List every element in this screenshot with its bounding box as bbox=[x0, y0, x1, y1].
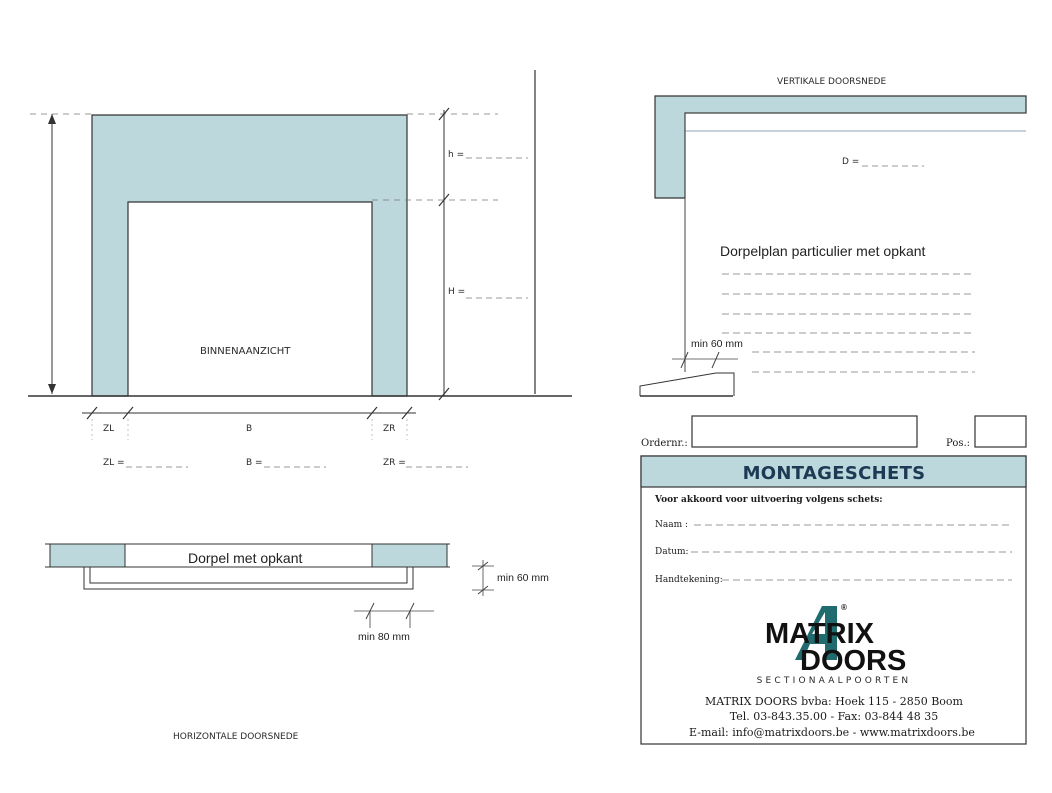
note-title: Dorpelplan particulier met opkant bbox=[720, 243, 926, 259]
min-width-label: min 80 mm bbox=[358, 631, 410, 643]
field-B-label: B = bbox=[246, 458, 263, 468]
pos-input[interactable] bbox=[975, 416, 1026, 447]
logo-top-text: MATRIX bbox=[765, 618, 875, 650]
right-wall-section bbox=[372, 544, 447, 567]
dim-D-label: D = bbox=[842, 157, 860, 167]
company-contact: E-mail: info@matrixdoors.be - www.matrixdoors.be bbox=[689, 726, 975, 739]
logo-tagline: SECTIONAALPOORTEN bbox=[756, 676, 912, 686]
front-view-label: BINNENAANZICHT bbox=[200, 346, 291, 357]
horizontal-section-label: HORIZONTALE DOORSNEDE bbox=[173, 732, 299, 742]
dim-ZR-label: ZR bbox=[383, 424, 396, 434]
left-wall-section bbox=[50, 544, 125, 567]
agreement-text: Voor akkoord voor uitvoering volgens schets: bbox=[655, 495, 883, 505]
field-ZR-label: ZR = bbox=[383, 458, 406, 468]
dim-h-label: h = bbox=[448, 150, 465, 160]
arrow-up-icon bbox=[48, 114, 56, 124]
field-ZL-label: ZL = bbox=[103, 458, 125, 468]
horizontal-section bbox=[45, 544, 549, 742]
vertical-section bbox=[640, 77, 1026, 396]
date-label: Datum: bbox=[655, 547, 689, 557]
order-label: Ordernr.: bbox=[641, 438, 688, 449]
threshold-inner bbox=[90, 567, 407, 583]
company-phone: Tel. 03-843.35.00 - Fax: 03-844 48 35 bbox=[729, 710, 939, 723]
tick-icon bbox=[712, 352, 719, 368]
dim-ZL-label: ZL bbox=[103, 424, 115, 434]
pos-label: Pos.: bbox=[946, 438, 971, 449]
company-address: MATRIX DOORS bvba: Hoek 115 - 2850 Boom bbox=[705, 695, 963, 708]
order-number-input[interactable] bbox=[692, 416, 917, 447]
dim-H-label: H = bbox=[448, 287, 466, 297]
form-title: MONTAGESCHETS bbox=[742, 463, 926, 484]
threshold-ramp bbox=[640, 373, 734, 396]
threshold-outline bbox=[84, 567, 413, 589]
lintel-section bbox=[655, 96, 1026, 198]
threshold-label: Dorpel met opkant bbox=[188, 550, 303, 566]
min-height-label: min 60 mm bbox=[497, 572, 549, 584]
name-label: Naam : bbox=[655, 520, 689, 530]
order-form bbox=[641, 416, 1026, 744]
front-view bbox=[28, 70, 572, 468]
vertical-min-height-label: min 60 mm bbox=[691, 338, 743, 350]
logo-bottom-text: DOORS bbox=[800, 645, 907, 677]
vertical-section-label: VERTIKALE DOORSNEDE bbox=[777, 77, 887, 87]
arrow-down-icon bbox=[48, 384, 56, 394]
signature-label: Handtekening: bbox=[655, 575, 723, 585]
dim-B-label: B bbox=[246, 424, 253, 434]
logo-registered: ® bbox=[841, 603, 847, 612]
